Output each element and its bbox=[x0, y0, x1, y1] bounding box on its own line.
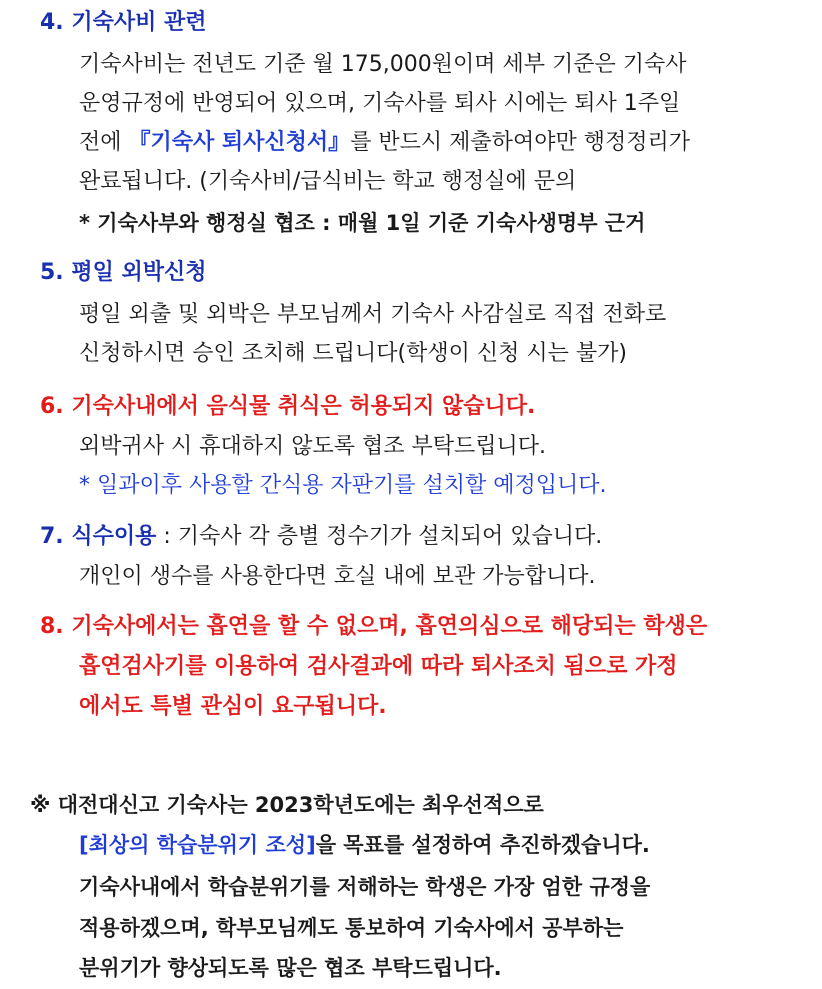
study-atmosphere-highlight: [최상의 학습분위기 조성] bbox=[79, 833, 316, 857]
section-4-line-1: 기숙사비는 전년도 기준 월 175,000원이며 세부 기준은 기숙사 bbox=[79, 52, 687, 77]
section-4-line-3-post: 를 반드시 제출하여야만 행정정리가 bbox=[350, 130, 690, 155]
section-7-line-1: 개인이 생수를 사용한다면 호실 내에 보관 가능합니다. bbox=[79, 564, 596, 589]
section-6-line-1: 외박귀사 시 휴대하지 않도록 협조 부탁드립니다. bbox=[79, 434, 547, 459]
section-8-line-3: 에서도 특별 관심이 요구됩니다. bbox=[79, 694, 387, 719]
notice-line-2 bbox=[79, 830, 650, 860]
notice-line-3: 기숙사내에서 학습분위기를 저해하는 학생은 가장 엄한 규정을 bbox=[79, 875, 651, 899]
section-5-line-1: 평일 외출 및 외박은 부모님께서 기숙사 사감실로 직접 전화로 bbox=[79, 302, 667, 327]
notice-line-4: 적용하겠으며, 학부모님께도 통보하여 기숙사에서 공부하는 bbox=[79, 916, 624, 940]
section-4-title: 4. 기숙사비 관련 bbox=[40, 10, 207, 35]
section-7-title-rest: : 기숙사 각 층별 정수기가 설치되어 있습니다. bbox=[156, 524, 603, 549]
notice-line-1: ※ 대전대신고 기숙사는 2023학년도에는 최우선적으로 bbox=[30, 793, 544, 817]
section-8-line-2: 흡연검사기를 이용하여 검사결과에 따라 퇴사조치 됨으로 가정 bbox=[79, 654, 678, 679]
section-4-line-3 bbox=[79, 128, 690, 158]
section-6-note: * 일과이후 사용할 간식용 자판기를 설치할 예정입니다. bbox=[79, 473, 607, 498]
section-7-title: 7. 식수이용 bbox=[40, 524, 157, 549]
section-7-title-line bbox=[40, 522, 602, 552]
withdrawal-form-highlight: 『기숙사 퇴사신청서』 bbox=[128, 130, 351, 155]
notice-line-2-post: 을 목표를 설정하여 추진하겠습니다. bbox=[315, 833, 650, 857]
section-5-title: 5. 평일 외박신청 bbox=[40, 260, 207, 285]
section-4-line-4: 완료됩니다. (기숙사비/급식비는 학교 행정실에 문의 bbox=[79, 169, 577, 194]
section-4-note: * 기숙사부와 행정실 협조 : 매월 1일 기준 기숙사생명부 근거 bbox=[79, 211, 646, 235]
notice-line-5: 분위기가 향상되도록 많은 협조 부탁드립니다. bbox=[79, 956, 502, 980]
section-4-line-3-pre: 전에 bbox=[79, 130, 129, 155]
section-4-line-2: 운영규정에 반영되어 있으며, 기숙사를 퇴사 시에는 퇴사 1주일 bbox=[79, 91, 681, 116]
section-5-line-2: 신청하시면 승인 조치해 드립니다(학생이 신청 시는 불가) bbox=[79, 341, 627, 366]
section-6-title: 6. 기숙사내에서 음식물 취식은 허용되지 않습니다. bbox=[40, 394, 536, 419]
section-8-line-1: 8. 기숙사에서는 흡연을 할 수 없으며, 흡연의심으로 해당되는 학생은 bbox=[40, 614, 708, 639]
